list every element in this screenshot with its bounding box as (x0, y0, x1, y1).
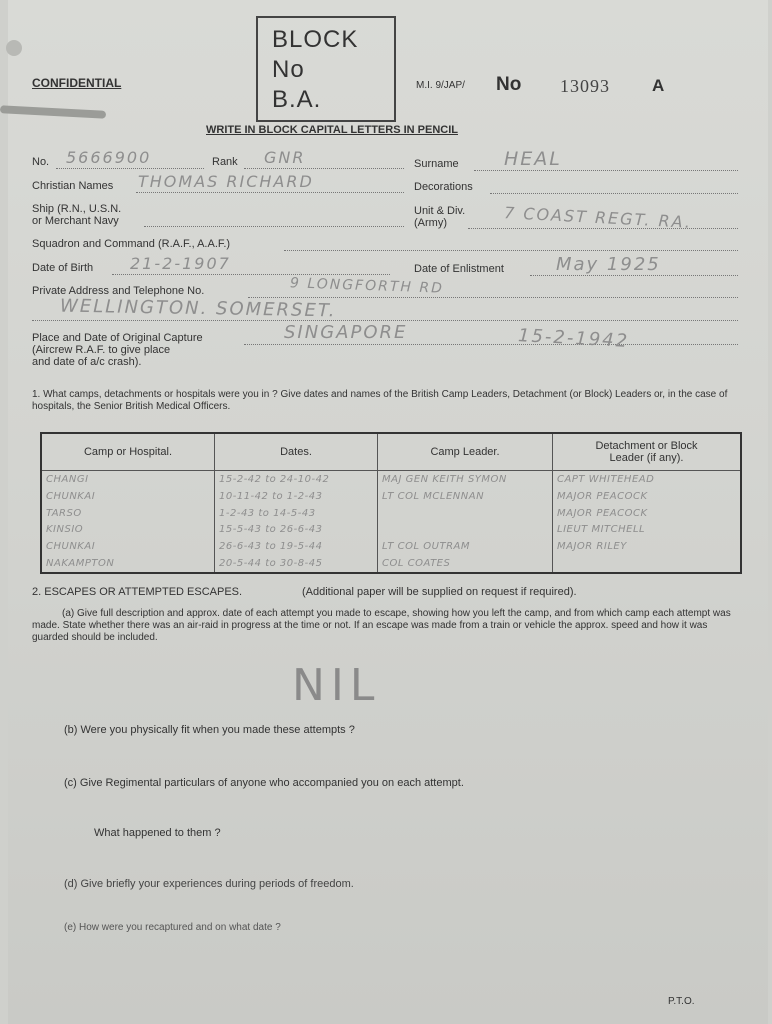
stamp-line-2: No (272, 56, 305, 83)
detachment-cell: CAPT WHITEHEAD (553, 471, 742, 488)
address-value-2: WELLINGTON. SOMERSET. (59, 295, 337, 322)
number-label: No (496, 74, 522, 95)
rank-label: Rank (212, 156, 238, 168)
table-row (41, 488, 741, 505)
address-label: Private Address and Telephone No. (32, 285, 205, 297)
leader-cell: MAJ GEN KEITH SYMON (378, 471, 553, 488)
rank-value: GNR (264, 148, 306, 167)
enlistment-label: Date of Enlistment (414, 263, 504, 275)
table-row (41, 521, 741, 538)
dates-cell: 15-2-42 to 24-10-42 (215, 471, 378, 488)
detachment-cell: MAJOR PEACOCK (553, 488, 742, 505)
table-row (41, 555, 741, 573)
dates-cell: 26-6-43 to 19-5-44 (215, 538, 378, 555)
squadron-label: Squadron and Command (R.A.F., A.A.F.) (32, 238, 231, 250)
section2-heading: 2. ESCAPES OR ATTEMPTED ESCAPES. (32, 586, 243, 598)
address-value-1: 9 LONGFORTH RD (289, 275, 445, 297)
mi-reference: M.I. 9/JAP/ (416, 80, 465, 91)
stamp-line-1: BLOCK (272, 26, 359, 53)
dates-cell: 20-5-44 to 30-8-45 (215, 555, 378, 573)
pto-label: P.T.O. (668, 996, 695, 1007)
form-number: 13093 (560, 76, 610, 96)
surname-label: Surname (414, 158, 459, 170)
capture-date-value: 15-2-1942 (517, 325, 630, 352)
form-page (8, 0, 768, 1024)
detachment-cell: MAJOR PEACOCK (553, 505, 742, 522)
detachment-cell (553, 555, 742, 573)
unit-label-1: Unit & Div. (414, 205, 466, 217)
table-header-row (41, 433, 741, 471)
question-e: (e) How were you recaptured and on what date ? (64, 922, 281, 933)
camp-cell: CHUNKAI (41, 538, 215, 555)
service-no-value: 5666900 (66, 148, 152, 167)
dates-cell: 1-2-43 to 14-5-43 (215, 505, 378, 522)
camps-table (40, 432, 742, 574)
leader-cell (378, 505, 553, 522)
capture-place-value: SINGAPORE (284, 322, 408, 343)
surname-value: HEAL (504, 148, 562, 170)
camp-cell: TARSO (41, 505, 215, 522)
ship-label-2: or Merchant Navy (32, 215, 119, 227)
block-stamp (256, 16, 396, 122)
section1-question: 1. What camps, detachments or hospitals were you in ? Give dates and names of the British Camp Leaders, Detachment (or Block) Leaders or, in the case of hospitals, the Senior British Medical Officers. (32, 389, 728, 412)
decorations-label: Decorations (414, 181, 473, 193)
col-leader-header: Camp Leader. (378, 433, 553, 471)
christian-names-value: THOMAS RICHARD (138, 172, 314, 191)
question-c: (c) Give Regimental particulars of anyone who accompanied you on each attempt. (64, 777, 464, 789)
capture-label-1: Place and Date of Original Capture (32, 332, 203, 344)
form-suffix: A (652, 76, 665, 95)
unit-label-2: (Army) (414, 217, 447, 229)
camp-cell: CHANGI (41, 471, 215, 488)
dob-value: 21-2-1907 (130, 254, 231, 273)
camp-cell: CHUNKAI (41, 488, 215, 505)
leader-cell: LT COL MCLENNAN (378, 488, 553, 505)
service-no-label: No. (32, 156, 50, 168)
col-camp-header: Camp or Hospital. (41, 433, 215, 471)
col-dates-header: Dates. (215, 433, 378, 471)
confidential-label: CONFIDENTIAL (32, 76, 122, 90)
question-a: (a) Give full description and approx. date of each attempt you made to escape, showing how you left the camp, and from which camp each attempt was made. State whether there was an air-raid in progress at the time or not. If an escape was made from a train or vehicle the approx. speed and how it was guarded should be included. (32, 608, 731, 643)
capture-label-2: (Aircrew R.A.F. to give place (32, 344, 171, 356)
detachment-cell: LIEUT MITCHELL (553, 521, 742, 538)
leader-cell: COL COATES (378, 555, 553, 573)
col-detachment-header: Detachment or Block Leader (if any). (553, 433, 742, 471)
enlistment-value: May 1925 (556, 254, 661, 275)
leader-cell (378, 521, 553, 538)
punch-hole (6, 40, 22, 56)
capture-label-3: and date of a/c crash). (32, 356, 142, 368)
ship-label-1: Ship (R.N., U.S.N. (32, 203, 122, 215)
string-tie (0, 105, 106, 119)
table-row (41, 505, 741, 522)
table-row (41, 471, 741, 488)
camp-cell: NAKAMPTON (41, 555, 215, 573)
answer-a-value: NIL (292, 660, 381, 711)
section2-note: (Additional paper will be supplied on request if required). (302, 586, 577, 598)
christian-names-label: Christian Names (32, 180, 114, 192)
dates-cell: 15-5-43 to 26-6-43 (215, 521, 378, 538)
pencil-instruction: WRITE IN BLOCK CAPITAL LETTERS IN PENCIL (206, 124, 458, 136)
question-d: (d) Give briefly your experiences during periods of freedom. (64, 878, 354, 890)
question-c-followup: What happened to them ? (94, 827, 221, 839)
leader-cell: LT COL OUTRAM (378, 538, 553, 555)
camp-cell: KINSIO (41, 521, 215, 538)
detachment-cell: MAJOR RILEY (553, 538, 742, 555)
question-b: (b) Were you physically fit when you made these attempts ? (64, 724, 355, 736)
unit-value: 7 COAST REGT. RA. (503, 203, 693, 232)
dates-cell: 10-11-42 to 1-2-43 (215, 488, 378, 505)
dob-label: Date of Birth (32, 262, 94, 274)
table-row (41, 538, 741, 555)
stamp-line-3: B.A. (272, 86, 322, 113)
